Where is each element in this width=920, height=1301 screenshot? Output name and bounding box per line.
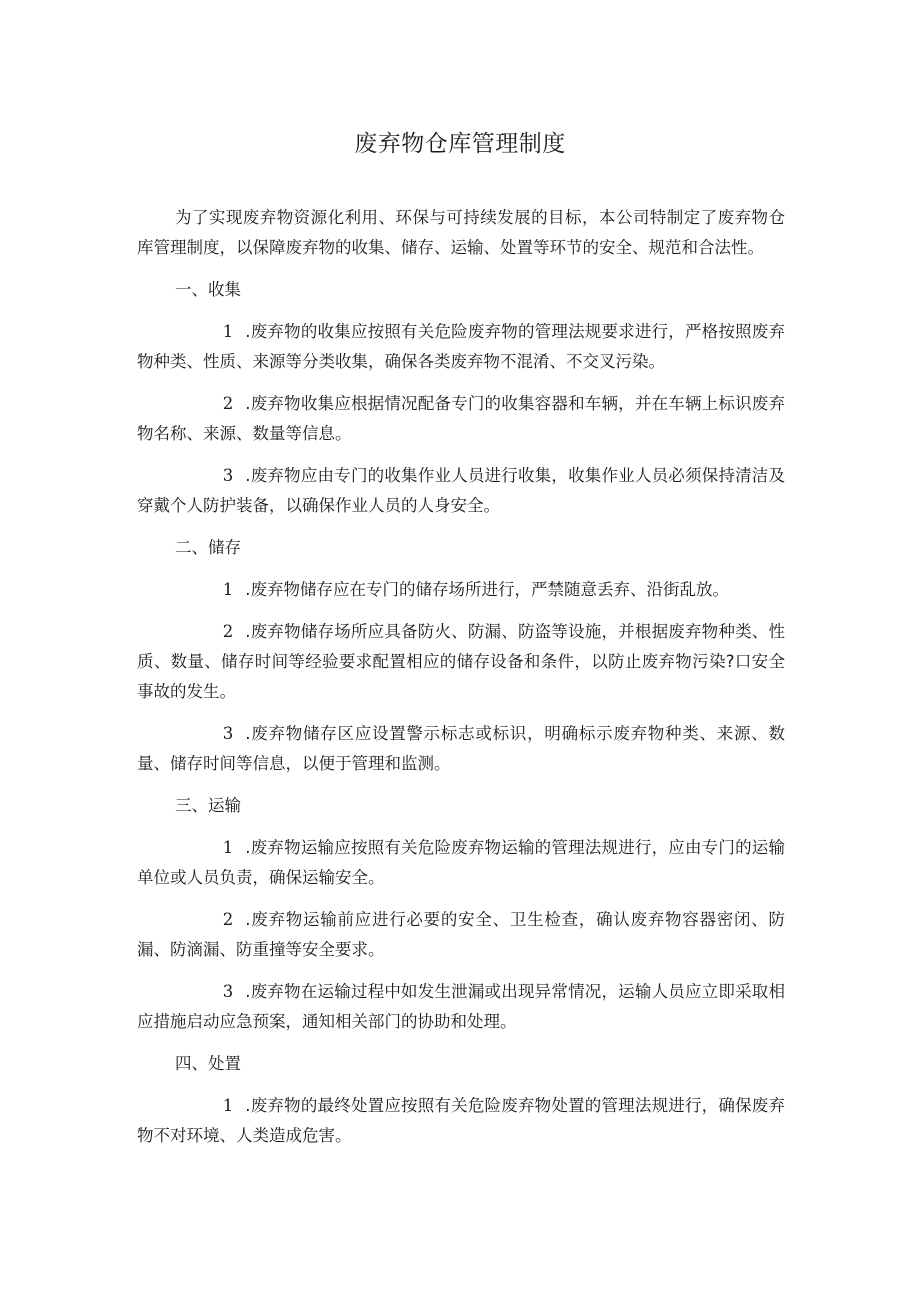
item-number: 3 bbox=[222, 466, 234, 485]
list-item bbox=[137, 1091, 785, 1151]
list-item bbox=[137, 575, 785, 605]
section-heading-storage: 二、储存 bbox=[174, 538, 241, 557]
item-number: 1 bbox=[222, 580, 234, 599]
list-item bbox=[137, 833, 785, 893]
intro-paragraph: 为了实现废弃物资源化利用、环保与可持续发展的目标，本公司特制定了废弃物仓库管理制度，以保障废弃物的收集、储存、运输、处置等环节的安全、规范和合法性。 bbox=[137, 208, 785, 257]
document-body bbox=[137, 203, 785, 1163]
item-number: 1 bbox=[222, 322, 234, 341]
item-text: .废弃物收集应根据情况配备专门的收集容器和车辆，并在车辆上标识废弃物名称、来源、数量等信息。 bbox=[137, 394, 785, 443]
item-text: .废弃物运输前应进行必要的安全、卫生检查，确认废弃物容器密闭、防漏、防滴漏、防重撞等安全要求。 bbox=[137, 910, 785, 959]
item-number: 2 bbox=[222, 622, 234, 641]
item-number: 3 bbox=[222, 982, 234, 1001]
item-text: .废弃物的最终处置应按照有关危险废弃物处置的管理法规进行，确保废弃物不对环境、人类造成危害。 bbox=[137, 1096, 785, 1145]
item-number: 3 bbox=[222, 724, 234, 743]
list-item bbox=[137, 617, 785, 707]
item-number: 1 bbox=[222, 1096, 234, 1115]
list-item bbox=[137, 977, 785, 1037]
item-text: .废弃物运输应按照有关危险废弃物运输的管理法规进行，应由专门的运输单位或人员负责，确保运输安全。 bbox=[137, 838, 785, 887]
item-text: .废弃物的收集应按照有关危险废弃物的管理法规要求进行，严格按照废弃物种类、性质、来源等分类收集，确保各类废弃物不混淆、不交叉污染。 bbox=[137, 322, 785, 371]
list-item bbox=[137, 905, 785, 965]
list-item bbox=[137, 461, 785, 521]
item-text: .废弃物储存应在专门的储存场所进行，严禁随意丢弃、沿街乱放。 bbox=[245, 580, 730, 599]
document-title: 废弃物仓库管理制度 bbox=[354, 131, 566, 157]
item-text: .废弃物在运输过程中如发生泄漏或出现异常情况，运输人员应立即采取相应措施启动应急预案，通知相关部门的协助和处理。 bbox=[137, 982, 785, 1031]
item-number: 2 bbox=[222, 910, 234, 929]
list-item bbox=[137, 719, 785, 779]
section-heading-transport: 三、运输 bbox=[174, 796, 241, 815]
item-text: .废弃物应由专门的收集作业人员进行收集，收集作业人员必须保持清洁及穿戴个人防护装备，以确保作业人员的人身安全。 bbox=[137, 466, 785, 515]
item-text: .废弃物储存区应设置警示标志或标识，明确标示废弃物种类、来源、数量、储存时间等信息，以便于管理和监测。 bbox=[137, 724, 785, 773]
item-number: 2 bbox=[222, 394, 234, 413]
item-number: 1 bbox=[222, 838, 234, 857]
section-heading-collection: 一、收集 bbox=[174, 280, 241, 299]
list-item bbox=[137, 317, 785, 377]
item-text: .废弃物储存场所应具备防火、防漏、防盗等设施，并根据废弃物种类、性质、数量、储存时间等经验要求配置相应的储存设备和条件，以防止废弃物污染?口安全事故的发生。 bbox=[137, 622, 785, 701]
list-item bbox=[137, 389, 785, 449]
section-heading-disposal: 四、处置 bbox=[174, 1054, 241, 1073]
